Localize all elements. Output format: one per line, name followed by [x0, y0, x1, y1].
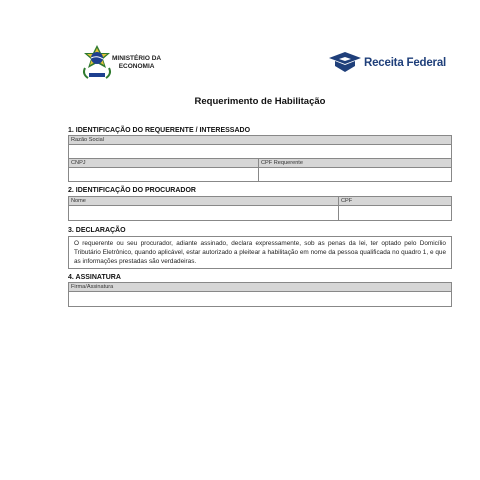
ministry-line-1: MINISTÉRIO DA: [112, 55, 162, 62]
cpf-requerente-field[interactable]: [259, 168, 451, 181]
nome-field[interactable]: [69, 206, 338, 220]
nome-label: Nome: [69, 197, 338, 205]
brazil-coat-of-arms-icon: [80, 44, 114, 80]
requerente-box: [68, 135, 452, 182]
razao-social-field[interactable]: [69, 145, 451, 158]
firma-assinatura-label: Firma/Assinatura: [69, 283, 451, 291]
document-title: Requerimento de Habilitação: [194, 96, 326, 107]
procurador-box: [68, 196, 452, 221]
assinatura-box: [68, 282, 452, 307]
agency-name: Receita Federal: [364, 57, 447, 69]
cpf-label: CPF: [339, 197, 451, 205]
section-2-title: 2. IDENTIFICAÇÃO DO PROCURADOR: [68, 187, 196, 194]
razao-social-label: Razão Social: [69, 136, 451, 144]
section-4-title: 4. ASSINATURA: [68, 274, 121, 281]
receita-federal-logo-icon: [327, 50, 363, 76]
document-header: [0, 0, 480, 90]
cpf-field[interactable]: [339, 206, 451, 220]
section-1-title: 1. IDENTIFICAÇÃO DO REQUERENTE / INTERESSADO: [68, 127, 251, 134]
section-3-title: 3. DECLARAÇÃO: [68, 227, 126, 234]
ministry-name: [112, 55, 161, 71]
cnpj-label: CNPJ: [69, 159, 258, 167]
cpf-requerente-label: CPF Requerente: [259, 159, 451, 167]
declaration-text: O requerente ou seu procurador, adiante assinado, declara expressamente, sob as penas da lei, ter optado pelo Domicílio Tributário Eletrônico, quando aplicável, estar autorizado a pleitear a habilitação em nome da pessoa qualificada no quadro 1, e que as informações prestadas são verdadeiras.: [68, 236, 452, 269]
signature-field[interactable]: [69, 292, 451, 306]
cnpj-field[interactable]: [69, 168, 258, 181]
ministry-line-2: ECONOMIA: [118, 63, 155, 70]
